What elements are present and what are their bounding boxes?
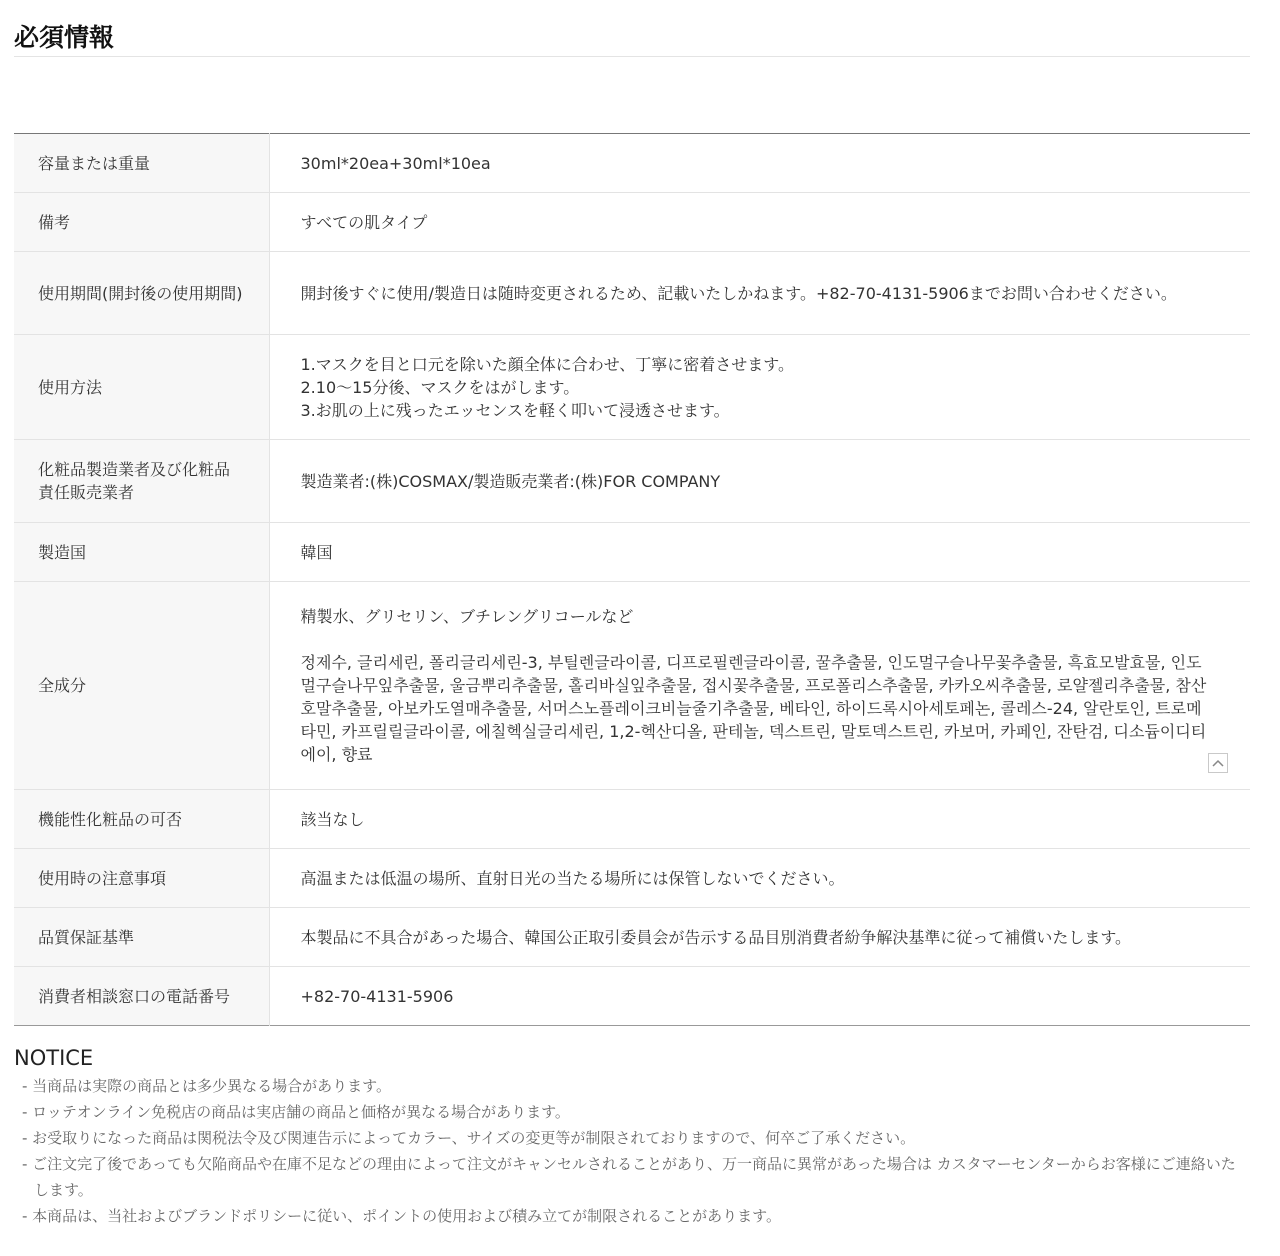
required-info-table (14, 133, 1250, 1026)
row-value: 製造業者:(株)COSMAX/製造販売業者:(株)FOR COMPANY (269, 440, 1250, 523)
row-value: 30ml*20ea+30ml*10ea (269, 134, 1250, 193)
notice-item: - 当商品は実際の商品とは多少異なる場合があります。 (22, 1077, 391, 1095)
info-row-precautions (14, 849, 1250, 908)
notice-section (14, 1043, 1250, 1229)
row-value: すべての肌タイプ (269, 193, 1250, 252)
info-row-usage-method (14, 335, 1250, 440)
scroll-to-top-button[interactable] (1208, 753, 1228, 773)
info-row-quality-guarantee (14, 908, 1250, 967)
row-value-cell (269, 582, 1250, 790)
info-row-usage-period (14, 252, 1250, 335)
info-row-phone (14, 967, 1250, 1026)
row-label: 使用期間(開封後の使用期間) (14, 252, 269, 335)
row-label: 備考 (14, 193, 269, 252)
row-label: 消費者相談窓口の電話番号 (14, 967, 269, 1026)
row-label: 容量または重量 (14, 134, 269, 193)
row-label: 全成分 (14, 582, 269, 790)
info-row-country (14, 523, 1250, 582)
row-value: 高温または低温の場所、直射日光の当たる場所には保管しないでください。 (269, 849, 1250, 908)
row-value: +82-70-4131-5906 (300, 986, 454, 1006)
notice-item: - 本商品は、当社およびブランドポリシーに従い、ポイントの使用および積み立てが制限されることがあります。 (22, 1207, 781, 1225)
row-value: 1.マスクを目と口元を除いた顔全体に合わせ、丁寧に密着させます。 2.10〜15分後、マスクをはがします。 3.お肌の上に残ったエッセンスを軽く叩いて浸透させます。 (269, 335, 1250, 440)
row-label: 品質保証基準 (14, 908, 269, 967)
row-value: 精製水、グリセリン、ブチレングリコールなど 정제수, 글리세린, 폴리글리세린-3, 부틸렌글라이콜, 디프로필렌글라이콜, 꿀추출물, 인도멀구슬나무꽃추출물, 흑효모발효물, 인도멀구슬나무잎추출물, 울금뿌리추출물, 홀리바실잎추출물, 접시꽃추출물, 프로폴리스추출물, 카카오씨추출물, 로얄젤리추출물, 참산호말추출물, 아보카도열매추출물, 서머스노플레이크비늘줄기추출물, 베타인, 하이드록시아세토페논, 콜레스-24, 알란토인, 트로메타민, 카프릴릴글라이콜, 에칠헥실글리세린, 1,2-헥산디올, 판테놀, 덱스트린, 말토덱스트린, 카보머, 카페인, 잔탄검, 디소듐이디티에이, 향료 (300, 607, 1207, 764)
required-info-page (14, 0, 1250, 1225)
info-row-ingredients (14, 582, 1250, 790)
row-label: 製造国 (14, 523, 269, 582)
row-value: 開封後すぐに使用/製造日は随時変更されるため、記載いたしかねます。+82-70-4131-5906までお問い合わせください。 (269, 252, 1250, 335)
info-row-manufacturer (14, 440, 1250, 523)
row-value: 本製品に不具合があった場合、韓国公正取引委員会が告示する品目別消費者紛争解決基準に従って補償いたします。 (269, 908, 1250, 967)
info-row-remarks (14, 193, 1250, 252)
notice-item: - お受取りになった商品は関税法令及び関連告示によってカラー、サイズの変更等が制限されておりますので、何卒ご了承ください。 (22, 1129, 916, 1147)
row-label: 化粧品製造業者及び化粧品責任販売業者 (14, 440, 269, 523)
notice-list (14, 1073, 1250, 1229)
row-value: 該当なし (269, 790, 1250, 849)
info-row-capacity (14, 134, 1250, 193)
info-row-functional-cosmetic (14, 790, 1250, 849)
row-label: 使用時の注意事項 (14, 849, 269, 908)
row-value: 韓国 (269, 523, 1250, 582)
notice-item: - ご注文完了後であっても欠陥商品や在庫不足などの理由によって注文がキャンセルされることがあり、万一商品に異常があった場合は カスタマーセンターからお客様にご連絡いたします。 (22, 1155, 1236, 1199)
notice-title: NOTICE (14, 1046, 94, 1070)
section-title: 必須情報 (14, 0, 1250, 57)
row-label: 機能性化粧品の可否 (14, 790, 269, 849)
notice-item: - ロッテオンライン免税店の商品は実店舗の商品と価格が異なる場合があります。 (22, 1103, 570, 1121)
chevron-up-icon (1212, 759, 1224, 767)
row-label: 使用方法 (14, 335, 269, 440)
